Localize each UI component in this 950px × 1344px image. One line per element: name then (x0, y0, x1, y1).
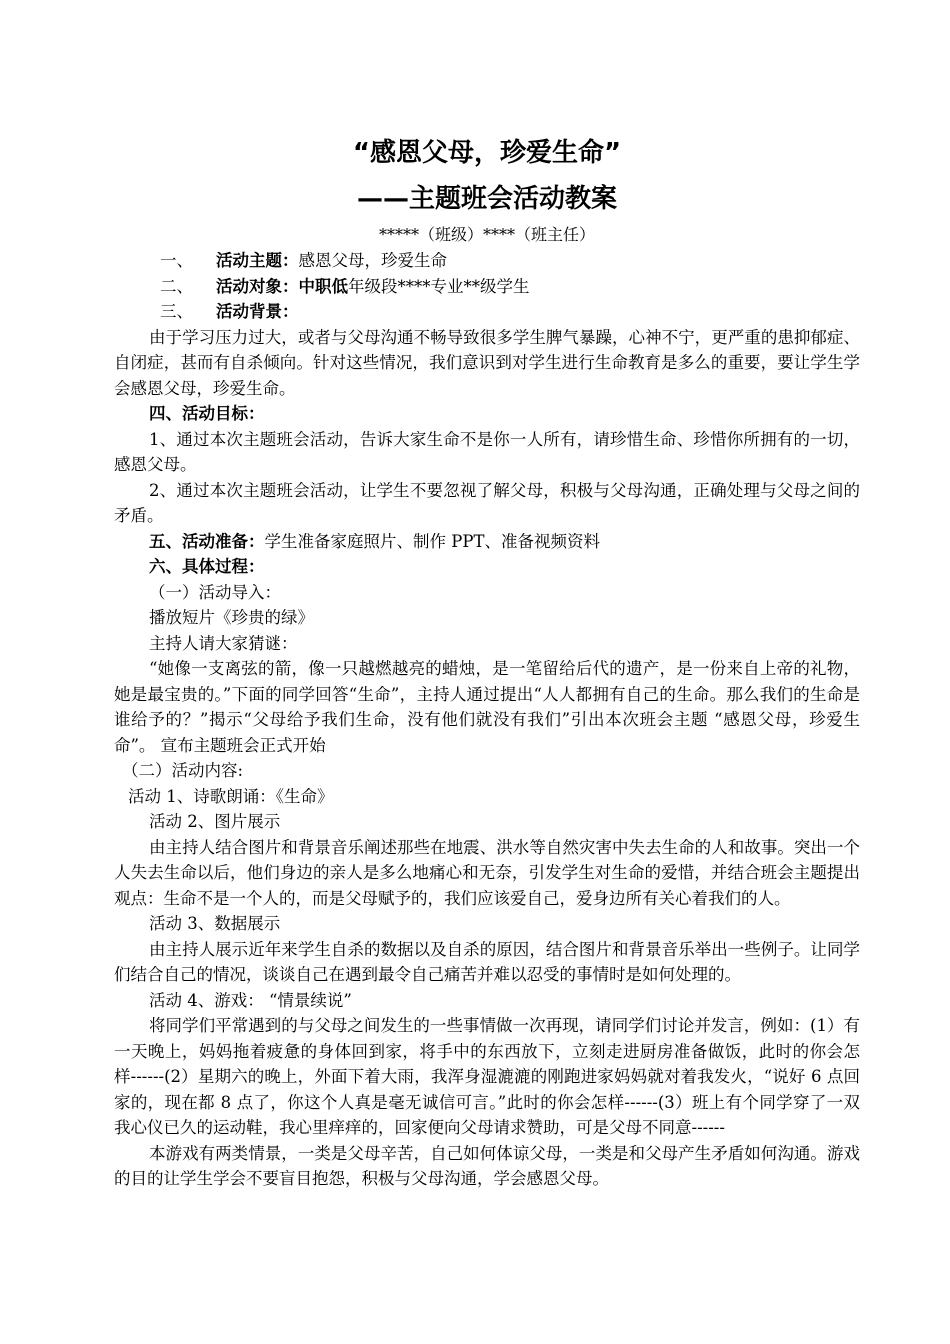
document-content (114, 130, 860, 1192)
activity-3-paragraph: 由主持人展示近年来学生自杀的数据以及自杀的原因，结合图片和背景音乐举出一些例子。让同学们结合自己的情况，谈谈自己在遇到最令自己痛苦并难以忍受的事情时是如何处理的。 (114, 939, 860, 984)
section-text: 感恩父母，珍爱生命 (298, 251, 447, 270)
section-text: 学生准备家庭照片、制作 PPT、准备视频资料 (264, 531, 600, 551)
title-line-2: ——主题班会活动教案 (356, 184, 617, 214)
section-bold-text: 中职低 (298, 276, 348, 296)
activity-1: 活动 1、诗歌朗诵：《生命》 (128, 786, 334, 806)
subsection-1: （一）活动导入： (149, 582, 281, 602)
section-label: 活动主题： (216, 251, 299, 270)
section-label: 四、活动目标： (149, 404, 265, 423)
section-label: 五、活动准备： (149, 531, 265, 551)
section-2 (114, 274, 860, 300)
section-1 (114, 248, 860, 274)
section-6 (114, 554, 860, 580)
activity-2: 活动 2、图片展示 (149, 812, 281, 831)
section-label: 活动对象： (216, 276, 299, 296)
subsection-2: （二）活动内容: (122, 761, 244, 780)
riddle-paragraph: “她像一支离弦的箭，像一只越燃越亮的蜡烛，是一笔留给后代的遗产，是一份来自上帝的礼物，她是最宝贵的。”下面的同学回答“生命”，主持人通过提出“人人都拥有自己的生命。那么我们的生命是谁给予的？”揭示“父母给予我们生命，没有他们就没有我们”引出本次班会主题 “感恩父母，珍爱生命”。 宣布主题班会正式开始 (114, 659, 860, 755)
section-number: 一、 (160, 251, 193, 270)
section-label: 活动背景： (216, 302, 299, 321)
section-number: 三、 (160, 302, 193, 321)
background-paragraph: 由于学习压力过大，或者与父母沟通不畅导致很多学生脾气暴躁，心神不宁，更严重的患抑郁症、自闭症，甚而有自杀倾向。针对这些情况，我们意识到对学生进行生命教育是多么的重要，要让学生学会感恩父母，珍爱生命。 (114, 327, 860, 398)
section-5 (114, 529, 860, 555)
activity-4-paragraph: 将同学们平常遇到的与父母之间发生的一些事情做一次再现，请同学们讨论并发言，例如：(1）有一天晚上，妈妈拖着疲惫的身体回到家，将手中的东西放下，立刻走进厨房准备做饭，此时的你会怎样------(2）星期六的晚上，外面下着大雨，我浑身湿漉漉的刚跑进家妈妈就对着我发火，“说好 6 点回家的，现在都 8 点了，你这个人真是毫无诚信可言。”此时的你会怎样------(3）班上有个同学穿了一双我心仪已久的运动鞋，我心里痒痒的，回家便向父母请求赞助，可是父母不同意------ (114, 1016, 860, 1137)
section-number: 二、 (160, 276, 193, 296)
activity-4: 活动 4、游戏： “情景续说” (149, 990, 352, 1010)
activity-4-paragraph-2: 本游戏有两类情景，一类是父母辛苦，自己如何体谅父母，一类是和父母产生矛盾如何沟通。游戏的目的让学生学会不要盲目抱怨，积极与父母沟通，学会感恩父母。 (114, 1143, 860, 1188)
byline: *****（班级）****（班主任） (378, 225, 595, 244)
goal-1: 1、通过本次主题班会活动，告诉大家生命不是你一人所有，请珍惜生命、珍惜你所拥有的一切，感恩父母。 (114, 429, 860, 474)
activity-3: 活动 3、数据展示 (149, 914, 281, 933)
title-line-1: “感恩父母，珍爱生命” (352, 138, 622, 168)
section-4 (114, 401, 860, 427)
goal-2: 2、通过本次主题班会活动，让学生不要忽视了解父母，积极与父母沟通，正确处理与父母之间的矛盾。 (114, 480, 860, 525)
section-3 (114, 299, 860, 325)
section-text: 年级段****专业**级学生 (348, 276, 530, 296)
activity-2-paragraph: 由主持人结合图片和背景音乐阐述那些在地震、洪水等自然灾害中失去生命的人和故事。突出一个人失去生命以后，他们身边的亲人是多么地痛心和无奈，引发学生对生命的爱惜，并结合班会主题提出观点：生命不是一个人的，而是父母赋予的，我们应该爱自己，爱身边所有关心着我们的人。 (114, 837, 860, 908)
play-video-line: 播放短片《珍贵的绿》 (149, 608, 314, 627)
section-label: 六、具体过程： (149, 557, 265, 576)
host-riddle-line: 主持人请大家猜谜： (149, 633, 298, 653)
